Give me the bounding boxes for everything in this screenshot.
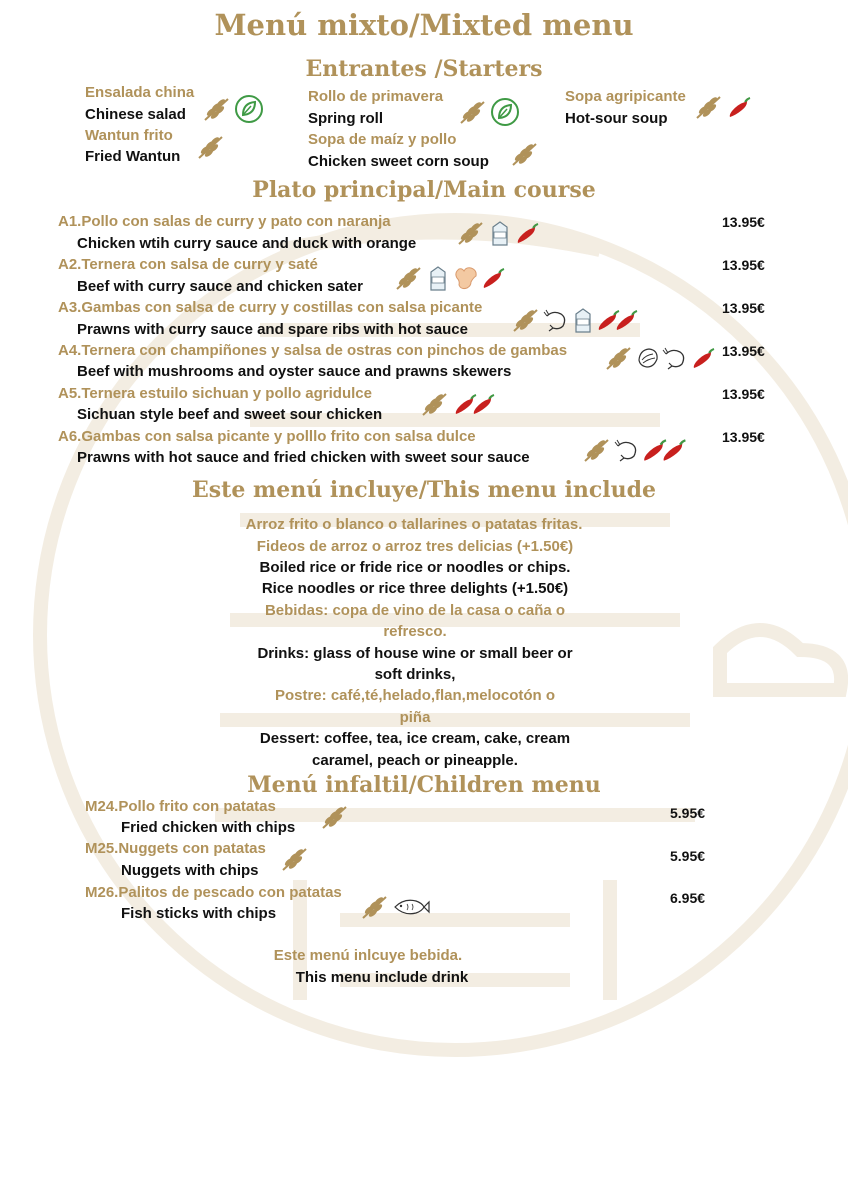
main-item-price: 13.95€ (722, 386, 765, 402)
main-item-es: A1.Pollo con salas de curry y pato con naranja (58, 213, 391, 230)
includes-heading: Este menú incluye/This menu include (192, 477, 656, 503)
allergen-icons (511, 306, 641, 334)
main-item-price: 13.95€ (722, 429, 765, 445)
starter-en: Spring roll (308, 110, 383, 127)
wheat-icon (360, 893, 390, 921)
chili-double-icon (452, 391, 500, 417)
allergen-icons (510, 140, 540, 168)
children-item-en: Fish sticks with chips (121, 905, 277, 922)
main-item-price: 13.95€ (722, 300, 765, 316)
allergen-icons (202, 94, 264, 124)
wheat-icon (196, 133, 226, 161)
allergen-icons (456, 219, 540, 247)
main-item-es: A6.Gambas con salsa picante y polllo frito con salsa dulce (58, 428, 476, 445)
main-item-es: A2.Ternera con salsa de curry y saté (58, 256, 318, 273)
children-heading: Menú infaltil/Children menu (247, 772, 601, 798)
starter-es: Rollo de primavera (308, 88, 444, 105)
main-item-es: A5.Ternera estuilo sichuan y pollo agridulce (58, 385, 372, 402)
wheat-icon (202, 95, 232, 123)
children-item-es: M25.Nuggets con patatas (85, 840, 266, 857)
starter-en: Fried Wantun (85, 148, 181, 165)
main-item-price: 13.95€ (722, 257, 765, 273)
starter-es: Sopa agripicante (565, 88, 686, 105)
page-title: Menú mixto/Mixted menu (214, 8, 634, 42)
main-item-en: Sichuan style beef and sweet sour chicken (77, 406, 383, 423)
children-note-en: This menu include drink (295, 969, 469, 986)
shrimp-icon (543, 308, 569, 332)
starter-en: Chinese salad (85, 106, 186, 123)
includes-line: Bebidas: copa de vino de la casa o caña o (264, 602, 566, 619)
milk-icon (488, 219, 512, 247)
wheat-icon (694, 93, 724, 121)
allergen-icons (458, 97, 520, 127)
allergen-icons (694, 93, 752, 121)
children-item-es: M26.Palitos de pescado con patatas (85, 884, 342, 901)
children-note-es: Este menú inlcuye bebida. (273, 947, 463, 964)
chili-double-icon (597, 307, 641, 333)
main-item-en: Prawns with hot sauce and fried chicken with sweet sour sauce (77, 449, 530, 466)
includes-line: Postre: café,té,helado,flan,melocotón o (274, 687, 556, 704)
oyster-icon (636, 346, 660, 370)
wheat-icon (420, 390, 450, 418)
allergen-icons (420, 390, 500, 418)
includes-line: refresco. (383, 623, 447, 640)
chili-icon (690, 346, 716, 370)
wheat-icon (320, 803, 350, 831)
wheat-icon (394, 264, 424, 292)
starter-es: Sopa de maíz y pollo (308, 131, 457, 148)
shrimp-icon (614, 438, 640, 462)
chili-icon (514, 221, 540, 245)
includes-line: Fideos de arroz o arroz tres delicias (+1.50€) (256, 538, 574, 555)
includes-line: soft drinks, (374, 666, 456, 683)
includes-line: Rice noodles or rice three delights (+1.50€) (261, 580, 569, 597)
main-item-es: A3.Gambas con salsa de curry y costillas con salsa picante (58, 299, 483, 316)
allergen-icons (196, 133, 226, 161)
starter-es: Wantun frito (85, 127, 173, 144)
wheat-icon (511, 306, 541, 334)
peanut-icon (452, 265, 478, 291)
chili-icon (726, 95, 752, 119)
allergen-icons (360, 893, 430, 921)
allergen-icons (604, 344, 716, 372)
children-item-es: M24.Pollo frito con patatas (85, 798, 276, 815)
includes-line: caramel, peach or pineapple. (312, 752, 518, 769)
children-item-price: 5.95€ (670, 848, 706, 864)
fish-icon (392, 896, 430, 918)
vegan-leaf-icon (234, 94, 264, 124)
children-item-en: Nuggets with chips (121, 862, 259, 879)
includes-line: piña (399, 709, 431, 726)
allergen-icons (320, 803, 350, 831)
milk-icon (426, 264, 450, 292)
allergen-icons (280, 845, 310, 873)
children-item-price: 5.95€ (670, 805, 706, 821)
allergen-icons (582, 436, 690, 464)
chili-double-icon (642, 436, 690, 464)
main-item-en: Beef with mushrooms and oyster sauce and prawns skewers (77, 363, 512, 380)
main-course-heading: Plato principal/Main course (252, 177, 596, 203)
main-item-en: Prawns with curry sauce and spare ribs with hot sauce (77, 321, 468, 338)
wheat-icon (604, 344, 634, 372)
main-item-price: 13.95€ (722, 343, 765, 359)
wheat-icon (456, 219, 486, 247)
milk-icon (571, 306, 595, 334)
includes-line: Arroz frito o blanco o tallarines o patatas fritas. (245, 516, 583, 533)
includes-line: Boiled rice or fride rice or noodles or chips. (259, 559, 571, 576)
includes-line: Drinks: glass of house wine or small beer or (257, 645, 573, 662)
main-item-en: Chicken wtih curry sauce and duck with orange (77, 235, 417, 252)
vegan-leaf-icon (490, 97, 520, 127)
shrimp-icon (662, 346, 688, 370)
wheat-icon (458, 98, 488, 126)
main-item-en: Beef with curry sauce and chicken sater (77, 278, 363, 295)
main-item-price: 13.95€ (722, 214, 765, 230)
starter-en: Chicken sweet corn soup (308, 153, 489, 170)
wheat-icon (582, 436, 612, 464)
allergen-icons (394, 264, 506, 292)
starter-en: Hot-sour soup (565, 110, 668, 127)
children-item-en: Fried chicken with chips (121, 819, 296, 836)
includes-line: Dessert: coffee, tea, ice cream, cake, cream (259, 730, 571, 747)
main-item-es: A4.Ternera con champiñones y salsa de ostras con pinchos de gambas (58, 342, 568, 359)
children-item-price: 6.95€ (670, 890, 706, 906)
starters-heading: Entrantes /Starters (305, 56, 543, 82)
wheat-icon (510, 140, 540, 168)
chili-icon (480, 266, 506, 290)
starter-es: Ensalada china (85, 84, 195, 101)
wheat-icon (280, 845, 310, 873)
